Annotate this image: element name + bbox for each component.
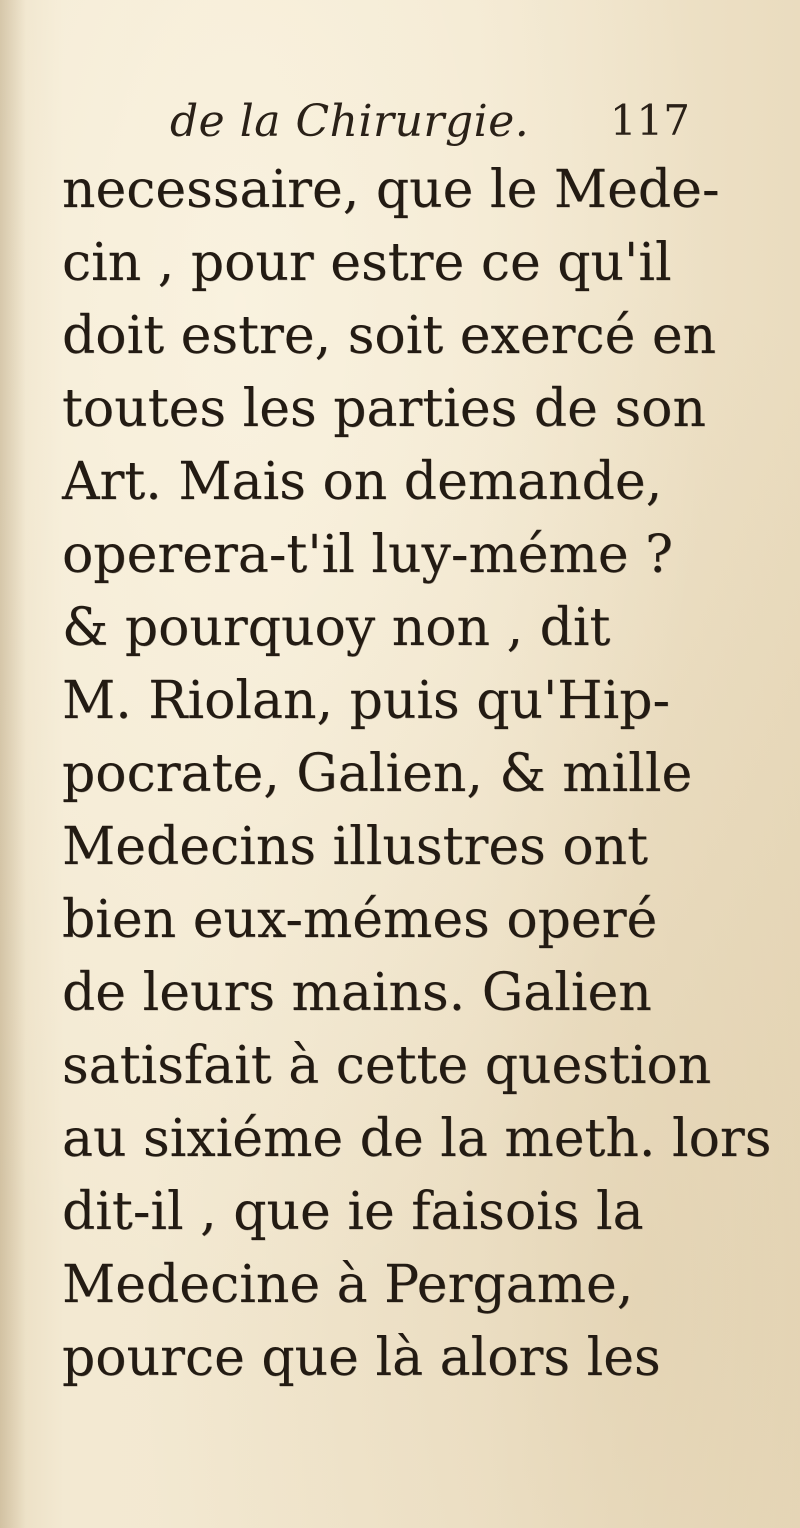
text-line: dit-il , que ie faisois la (62, 1182, 644, 1242)
body-text (62, 154, 772, 1395)
text-line: & pourquoy non , dit (62, 598, 611, 658)
text-line: doit estre, soit exercé en (62, 306, 717, 366)
text-line: pocrate, Galien, & mille (62, 744, 693, 804)
text-line: bien eux-mémes operé (62, 890, 658, 950)
text-line: necessaire, que le Mede- (62, 160, 720, 220)
text-line: cin , pour estre ce qu'il (62, 233, 672, 293)
text-line: de leurs mains. Galien (62, 963, 652, 1023)
running-title: de la Chirurgie. (170, 96, 530, 147)
text-line: toutes les parties de son (62, 379, 706, 439)
text-line: Art. Mais on demande, (62, 452, 663, 512)
text-line: M. Riolan, puis qu'Hip- (62, 671, 671, 731)
text-line: Medecins illustres ont (62, 817, 649, 877)
gutter-shadow (0, 0, 26, 1528)
text-line: operera-t'il luy-méme ? (62, 525, 674, 585)
text-line: au sixiéme de la meth. lors (62, 1109, 772, 1169)
text-line: pource que là alors les (62, 1328, 661, 1388)
text-line: satisfait à cette question (62, 1036, 712, 1096)
page-number: 117 (609, 96, 690, 145)
page-header (170, 96, 690, 156)
text-line: Medecine à Pergame, (62, 1255, 634, 1315)
